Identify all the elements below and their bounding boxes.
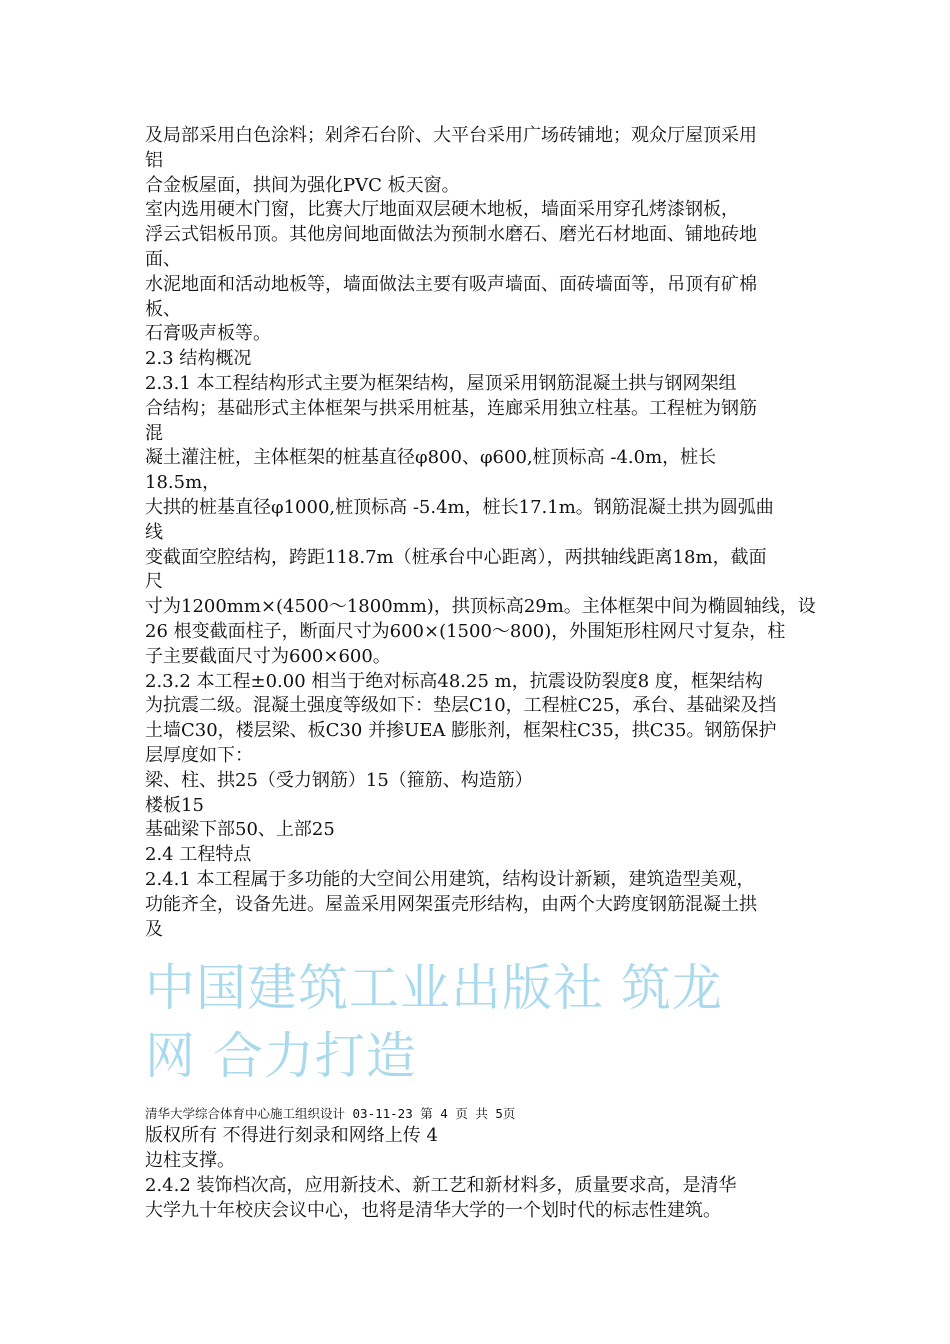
- text-line: 子主要截面尺寸为600×600。: [145, 645, 391, 667]
- text-line: 为抗震二级。混凝土强度等级如下：垫层C10，工程桩C25，承台、基础梁及挡: [145, 695, 777, 717]
- text-line: 18.5m，: [145, 472, 221, 494]
- text-line: 合金板屋面，拱间为强化PVC 板天窗。: [145, 174, 460, 196]
- body-text-top: [145, 124, 817, 942]
- copyright-notice: 版权所有 不得进行刻录和网络上传 4: [145, 1125, 438, 1147]
- section-heading: 2.4 工程特点: [145, 844, 252, 866]
- section-heading: 2.3 结构概况: [145, 348, 252, 370]
- text-line: 及: [145, 918, 163, 940]
- text-line: 铝: [145, 149, 163, 171]
- text-line: 变截面空腔结构，跨距118.7m（桩承台中心距离），两拱轴线距离18m，截面: [145, 546, 767, 568]
- text-line: 2.4.1 本工程属于多功能的大空间公用建筑，结构设计新颖，建筑造型美观，: [145, 868, 755, 890]
- text-line: 基础梁下部50、上部25: [145, 819, 335, 841]
- text-line: 及局部采用白色涂料；剁斧石台阶、大平台采用广场砖铺地；观众厅屋顶采用: [145, 125, 757, 146]
- text-line: 水泥地面和活动地板等，墙面做法主要有吸声墙面、面砖墙面等，吊顶有矿棉: [145, 273, 757, 295]
- text-line: 楼板15: [145, 794, 204, 816]
- text-line: 浮云式铝板吊顶。其他房间地面做法为预制水磨石、磨光石材地面、铺地砖地: [145, 224, 757, 246]
- body-text-bottom: [145, 1124, 817, 1223]
- text-line: 大学九十年校庆会议中心，也将是清华大学的一个划时代的标志性建筑。: [145, 1199, 721, 1221]
- text-line: 2.3.2 本工程±0.00 相当于绝对标高48.25 m，抗震设防裂度8 度，框架结构: [145, 670, 763, 692]
- watermark-line: 网 合力打造: [145, 1027, 417, 1086]
- text-line: 2.4.2 装饰档次高，应用新技术、新工艺和新材料多，质量要求高，是清华: [145, 1174, 737, 1196]
- text-line: 混: [145, 422, 163, 444]
- text-line: 石膏吸声板等。: [145, 323, 271, 345]
- text-line: 梁、柱、拱25（受力钢筋）15（箍筋、构造筋）: [145, 769, 533, 791]
- text-line: 合结构；基础形式主体框架与拱采用桩基，连廊采用独立柱基。工程桩为钢筋: [145, 397, 757, 419]
- text-line: 层厚度如下：: [145, 744, 253, 766]
- text-line: 2.3.1 本工程结构形式主要为框架结构，屋顶采用钢筋混凝土拱与钢网架组: [145, 372, 737, 394]
- text-line: 大拱的桩基直径φ1000,桩顶标高 -5.4m，桩长17.1m。钢筋混凝土拱为圆弧曲: [145, 496, 774, 518]
- text-line: 面、: [145, 248, 181, 270]
- page-footer: 清华大学综合体育中心施工组织设计 03-11-23 第 4 页 共 5页: [145, 1106, 516, 1122]
- text-line: 边柱支撑。: [145, 1150, 235, 1172]
- text-line: 土墙C30，楼层梁、板C30 并掺UEA 膨胀剂，框架柱C35，拱C35。钢筋保护: [145, 720, 777, 742]
- text-line: 尺: [145, 571, 163, 593]
- text-line: 线: [145, 521, 163, 543]
- text-line: 寸为1200mm×(4500～1800mm)，拱顶标高29m。主体框架中间为椭圆轴线，设: [145, 596, 816, 618]
- watermark-line: 中国建筑工业出版社 筑龙: [145, 959, 723, 1018]
- text-line: 凝土灌注桩，主体框架的桩基直径φ800、φ600,桩顶标高 -4.0m，桩长: [145, 447, 717, 469]
- text-line: 板、: [145, 298, 181, 320]
- text-line: 26 根变截面柱子，断面尺寸为600×(1500～800)，外围矩形柱网尺寸复杂，柱: [145, 620, 786, 642]
- text-line: 室内选用硬木门窗，比赛大厅地面双层硬木地板，墙面采用穿孔烤漆钢板，: [145, 199, 739, 221]
- publisher-watermark: [145, 954, 817, 1090]
- document-page: [145, 124, 817, 1223]
- text-line: 功能齐全，设备先进。屋盖采用网架蛋壳形结构，由两个大跨度钢筋混凝土拱: [145, 893, 757, 915]
